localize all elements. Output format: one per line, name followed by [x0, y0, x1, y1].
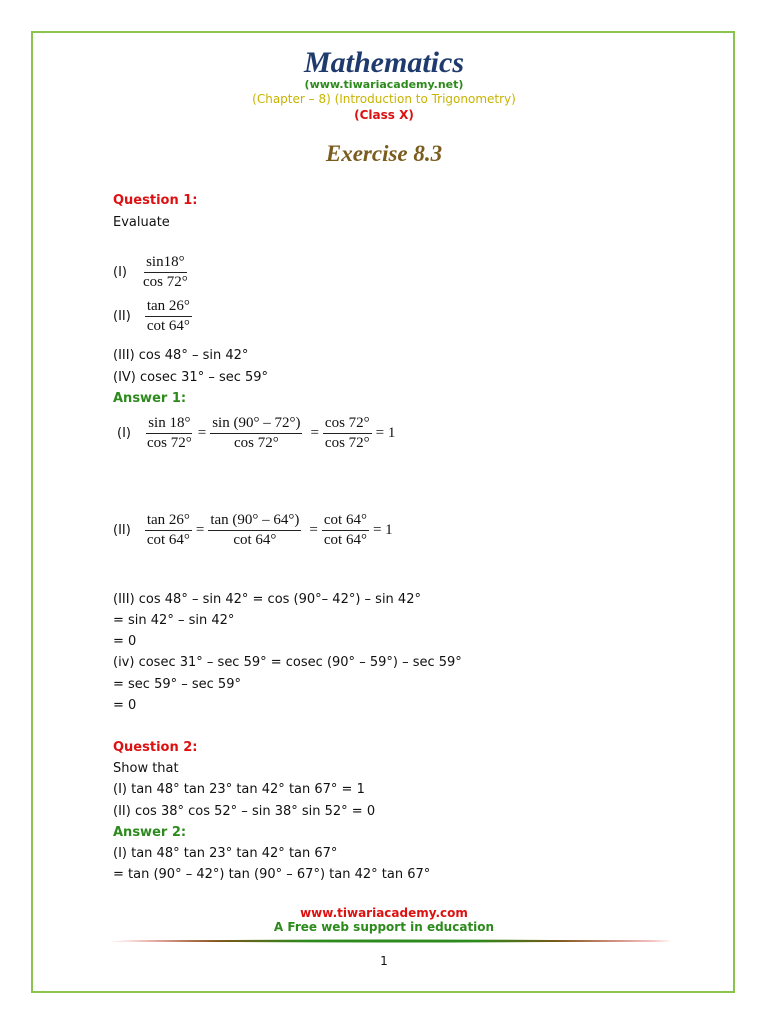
part-label: (I) — [113, 265, 127, 280]
equals-sign: = — [309, 522, 318, 538]
answer-2-line: = tan (90° – 42°) tan (90° – 67°) tan 42° tan 67° — [113, 867, 431, 882]
fraction-denominator: cos 72° — [324, 435, 370, 451]
question-1-heading: Question 1: — [113, 193, 198, 208]
question-1-part-iv: (IV) cosec 31° – sec 59° — [113, 370, 269, 385]
answer-1-heading: Answer 1: — [113, 391, 187, 406]
footer-url: www.tiwariacademy.com — [300, 906, 468, 920]
class-label: (Class X) — [354, 108, 414, 122]
footer-tagline: A Free web support in education — [273, 920, 495, 934]
fraction-denominator: cos 72° — [146, 435, 192, 451]
fraction-numerator: sin18° — [144, 254, 187, 273]
fraction — [145, 415, 194, 452]
fraction-numerator: tan 26° — [145, 298, 192, 317]
fraction-denominator: cos 72° — [142, 274, 188, 290]
question-1-prompt: Evaluate — [113, 215, 170, 230]
footer-divider — [110, 939, 672, 943]
fraction-denominator: cot 64° — [233, 532, 277, 548]
part-label: (II) — [113, 309, 131, 324]
fraction-numerator: sin 18° — [146, 415, 192, 434]
answer-1-part-i — [117, 415, 399, 452]
fraction — [208, 512, 301, 549]
question-1-part-ii — [113, 298, 192, 335]
answer-2-heading: Answer 2: — [113, 825, 187, 840]
question-2-part-ii: (II) cos 38° cos 52° – sin 38° sin 52° = 0 — [113, 804, 376, 819]
fraction-numerator: cot 64° — [322, 512, 369, 531]
question-2-heading: Question 2: — [113, 740, 198, 755]
question-1-part-i — [113, 254, 190, 291]
page-title: Mathematics — [303, 46, 464, 79]
fraction-numerator: tan 26° — [145, 512, 192, 531]
equals-sign: = — [310, 425, 319, 441]
result: = 1 — [375, 425, 396, 441]
answer-2-line: (I) tan 48° tan 23° tan 42° tan 67° — [113, 846, 338, 861]
fraction-denominator: cot 64° — [146, 318, 190, 334]
chapter-heading: (Chapter – 8) (Introduction to Trigonometry) — [252, 92, 516, 106]
question-2-part-i: (I) tan 48° tan 23° tan 42° tan 67° = 1 — [113, 782, 365, 797]
answer-1-part-ii — [113, 512, 397, 549]
fraction — [141, 254, 190, 291]
fraction-denominator: cos 72° — [233, 435, 279, 451]
fraction-denominator: cot 64° — [323, 532, 367, 548]
answer-1-line: = sec 59° – sec 59° — [113, 677, 241, 692]
fraction — [322, 512, 369, 549]
fraction — [145, 512, 192, 549]
equals-sign: = — [195, 522, 205, 538]
answer-1-line: (iv) cosec 31° – sec 59° = cosec (90° – 59°) – sec 59° — [113, 655, 462, 670]
equals-sign: = — [197, 425, 207, 441]
fraction-numerator: cos 72° — [323, 415, 372, 434]
answer-1-line: = sin 42° – sin 42° — [113, 613, 235, 628]
fraction — [210, 415, 302, 452]
fraction-denominator: cot 64° — [146, 532, 190, 548]
fraction — [145, 298, 192, 335]
part-label: (I) — [117, 426, 131, 441]
fraction — [323, 415, 372, 452]
exercise-title: Exercise 8.3 — [325, 141, 443, 166]
answer-1-line: = 0 — [113, 698, 137, 713]
page-number: 1 — [380, 954, 388, 968]
question-2-prompt: Show that — [113, 761, 179, 776]
result: = 1 — [372, 522, 393, 538]
fraction-numerator: sin (90° – 72°) — [210, 415, 302, 434]
question-1-part-iii: (III) cos 48° – sin 42° — [113, 348, 249, 363]
answer-1-line: = 0 — [113, 634, 137, 649]
part-label: (II) — [113, 523, 131, 538]
answer-1-line: (III) cos 48° – sin 42° = cos (90°– 42°) – sin 42° — [113, 592, 421, 607]
fraction-numerator: tan (90° – 64°) — [208, 512, 301, 531]
header-url: (www.tiwariacademy.net) — [304, 78, 464, 91]
